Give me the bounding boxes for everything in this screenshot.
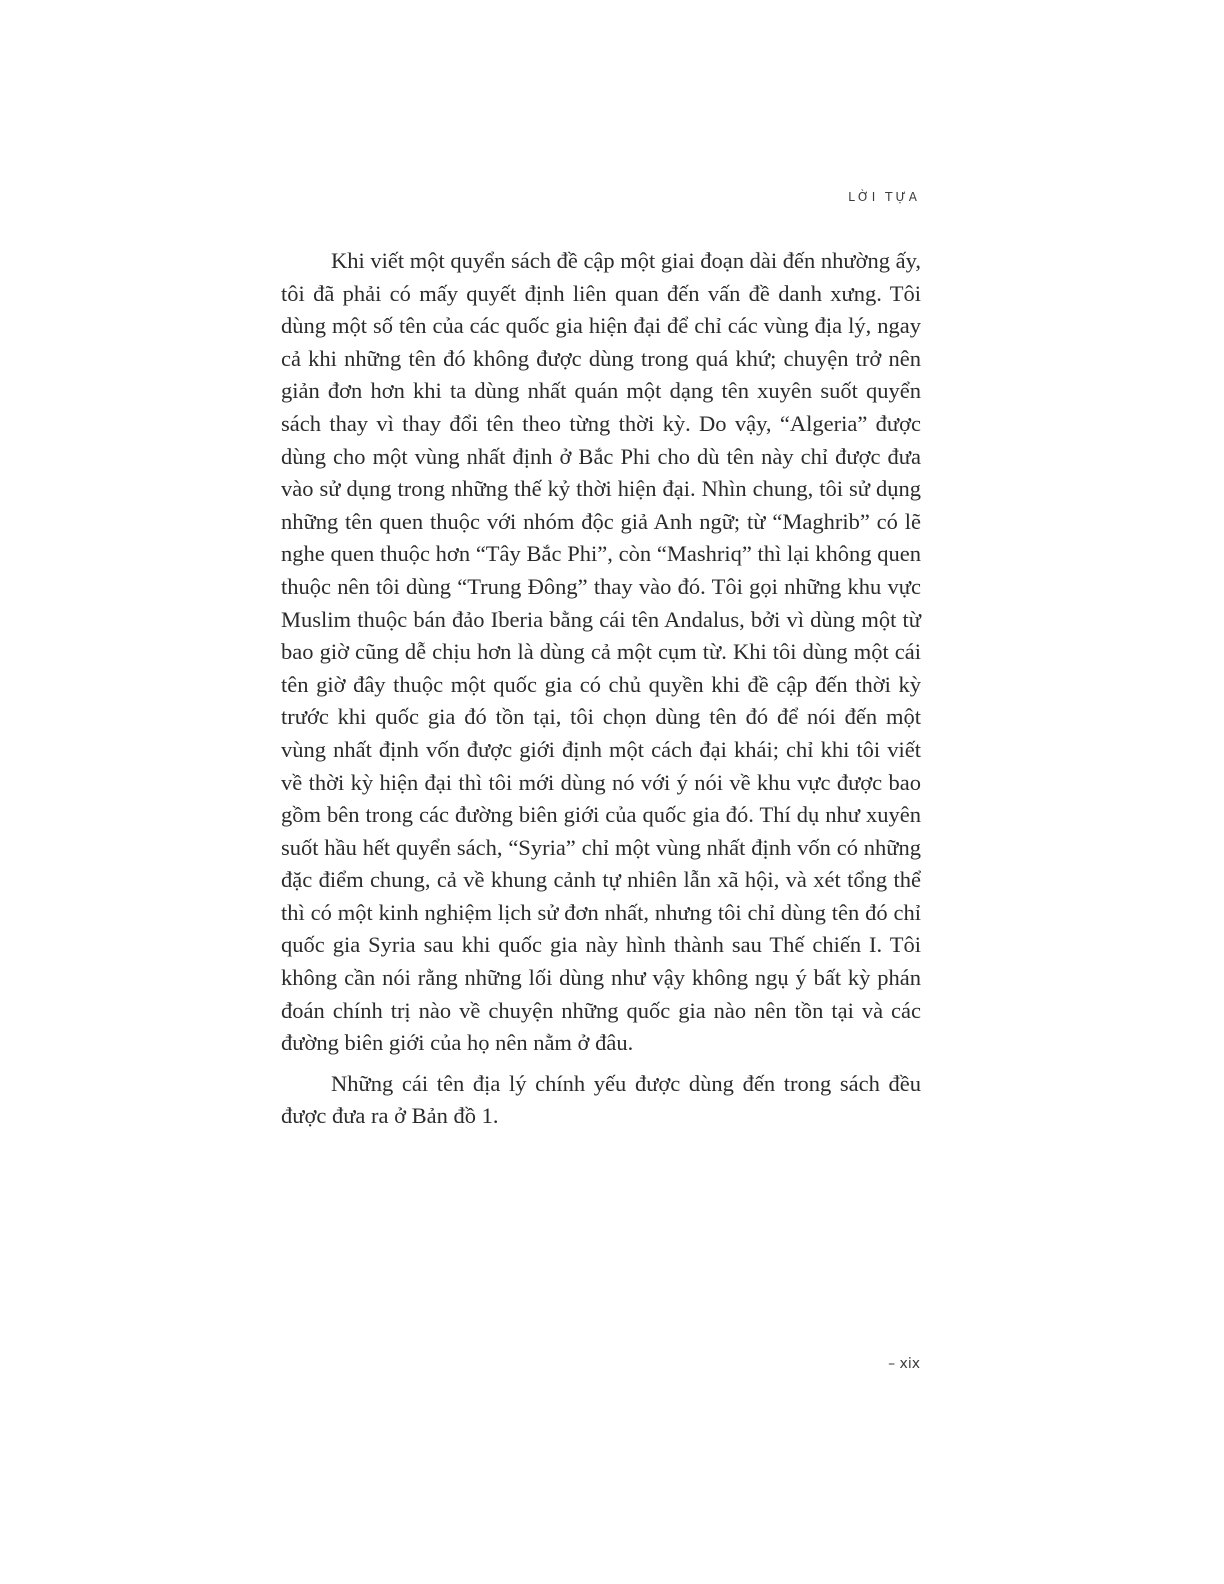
body-text	[281, 245, 921, 1133]
running-header: LỜI TỰA	[848, 190, 920, 204]
page-number: – xix	[888, 1356, 920, 1372]
paragraph-1: Khi viết một quyển sách đề cập một giai đoạn dài đến nhường ấy, tôi đã phải có mấy quyết định liên quan đến vấn đề danh xưng. Tôi dùng một số tên của các quốc gia hiện đại để chỉ các vùng địa lý, ngay cả khi những tên đó không được dùng trong quá khứ; chuyện trở nên giản đơn hơn khi ta dùng nhất quán một dạng tên xuyên suốt quyển sách thay vì thay đổi tên theo từng thời kỳ. Do vậy, “Algeria” được dùng cho một vùng nhất định ở Bắc Phi cho dù tên này chỉ được đưa vào sử dụng trong những thế kỷ thời hiện đại. Nhìn chung, tôi sử dụng những tên quen thuộc với nhóm độc giả Anh ngữ; từ “Maghrib” có lẽ nghe quen thuộc hơn “Tây Bắc Phi”, còn “Mashriq” thì lại không quen thuộc nên tôi dùng “Trung Đông” thay vào đó. Tôi gọi những khu vực Muslim thuộc bán đảo Iberia bằng cái tên Andalus, bởi vì dùng một từ bao giờ cũng dễ chịu hơn là dùng cả một cụm từ. Khi tôi dùng một cái tên giờ đây thuộc một quốc gia có chủ quyền khi đề cập đến thời kỳ trước khi quốc gia đó tồn tại, tôi chọn dùng tên đó để nói đến một vùng nhất định vốn được giới định một cách đại khái; chỉ khi tôi viết về thời kỳ hiện đại thì tôi mới dùng nó với ý nói về khu vực được bao gồm bên trong các đường biên giới của quốc gia đó. Thí dụ như xuyên suốt hầu hết quyển sách, “Syria” chỉ một vùng nhất định vốn có những đặc điểm chung, cả về khung cảnh tự nhiên lẫn xã hội, và xét tổng thể thì có một kinh nghiệm lịch sử đơn nhất, nhưng tôi chỉ dùng tên đó chỉ quốc gia Syria sau khi quốc gia này hình thành sau Thế chiến I. Tôi không cần nói rằng những lối dùng như vậy không ngụ ý bất kỳ phán đoán chính trị nào về chuyện những quốc gia nào nên tồn tại và các đường biên giới của họ nên nằm ở đâu.	[281, 248, 921, 1056]
paragraph-2: Những cái tên địa lý chính yếu được dùng đến trong sách đều được đưa ra ở Bản đồ 1.	[281, 1070, 921, 1129]
